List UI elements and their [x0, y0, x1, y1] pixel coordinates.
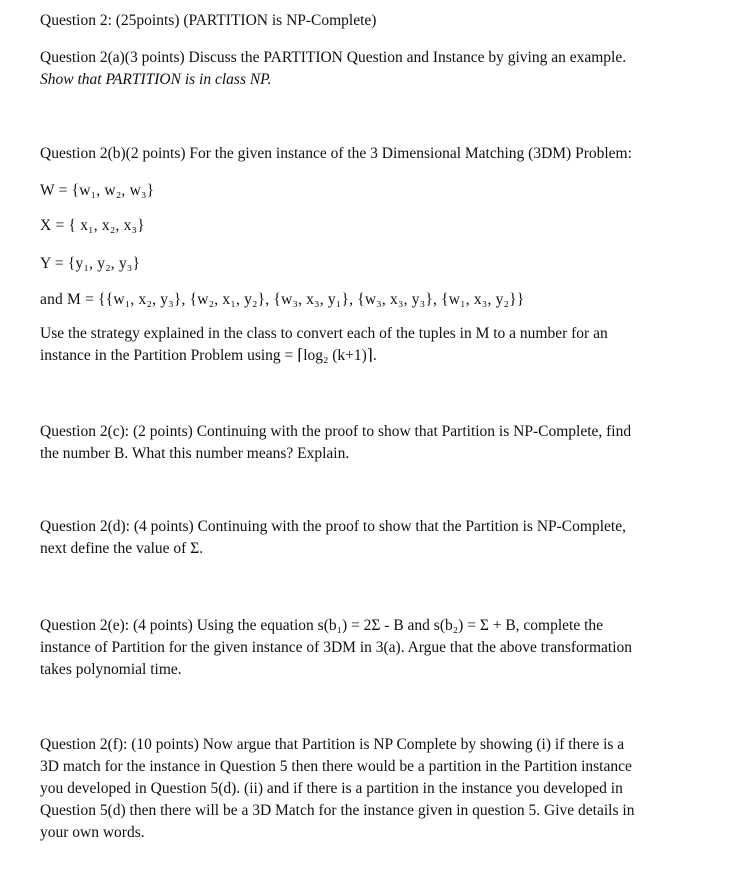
set-x	[40, 215, 720, 237]
question-title-text: Question 2: (25points) (PARTITION is NP-Complete)	[40, 12, 377, 29]
set-y	[40, 253, 720, 275]
q2e-line-1: Question 2(e): (4 points) Using the equation s(b₁) = 2Σ - B and s(b₂) = Σ + B, complete the	[40, 617, 604, 634]
q2f-line-3: you developed in Question 5(d). (ii) and if there is a partition in the instance you developed in	[40, 780, 623, 797]
question-2d	[40, 516, 720, 560]
question-2e	[40, 615, 720, 681]
set-x-text: X = { x₁, x₂, x₃}	[40, 217, 145, 234]
q2d-line-1: Question 2(d): (4 points) Continuing with the proof to show that the Partition is NP-Complete,	[40, 518, 626, 535]
q2f-line-4: Question 5(d) then there will be a 3D Match for the instance given in question 5. Give details in	[40, 802, 635, 819]
q2b-intro: Question 2(b)(2 points) For the given instance of the 3 Dimensional Matching (3DM) Problem:	[40, 145, 632, 162]
q2e-line-3: takes polynomial time.	[40, 661, 182, 678]
q2f-line-5: your own words.	[40, 824, 145, 841]
q2a-line-1: Question 2(a)(3 points) Discuss the PARTITION Question and Instance by giving an example.	[40, 49, 627, 66]
question-2a	[40, 47, 720, 91]
set-w	[40, 180, 720, 202]
question-2c	[40, 421, 720, 465]
set-m	[40, 289, 720, 311]
q2d-line-2: next define the value of Σ.	[40, 540, 204, 557]
q2f-line-1: Question 2(f): (10 points) Now argue that Partition is NP Complete by showing (i) if there is a	[40, 736, 625, 753]
q2c-line-2: the number B. What this number means? Explain.	[40, 445, 350, 462]
question-2f	[40, 734, 720, 844]
q2b-strategy	[40, 323, 720, 367]
set-w-text: W = {w₁, w₂, w₃}	[40, 182, 155, 199]
q2a-line-2: Show that PARTITION is in class NP.	[40, 71, 272, 88]
q2f-line-2: 3D match for the instance in Question 5 then there would be a partition in the Partition instance	[40, 758, 632, 775]
set-y-text: Y = {y₁, y₂, y₃}	[40, 255, 141, 272]
question-2b	[40, 143, 720, 165]
q2b-strategy-line-2: instance in the Partition Problem using = ⌈log₂ (k+1)⌉.	[40, 347, 377, 364]
q2b-strategy-line-1: Use the strategy explained in the class to convert each of the tuples in M to a number for an	[40, 325, 608, 342]
set-m-text: and M = {{w₁, x₂, y₃}, {w₂, x₁, y₂}, {w₃, x₃, y₁}, {w₃, x₃, y₃}, {w₁, x₃, y₂}}	[40, 291, 525, 308]
q2e-line-2: instance of Partition for the given instance of 3DM in 3(a). Argue that the above transformation	[40, 639, 632, 656]
question-title	[40, 10, 720, 32]
q2c-line-1: Question 2(c): (2 points) Continuing with the proof to show that Partition is NP-Complete, find	[40, 423, 632, 440]
